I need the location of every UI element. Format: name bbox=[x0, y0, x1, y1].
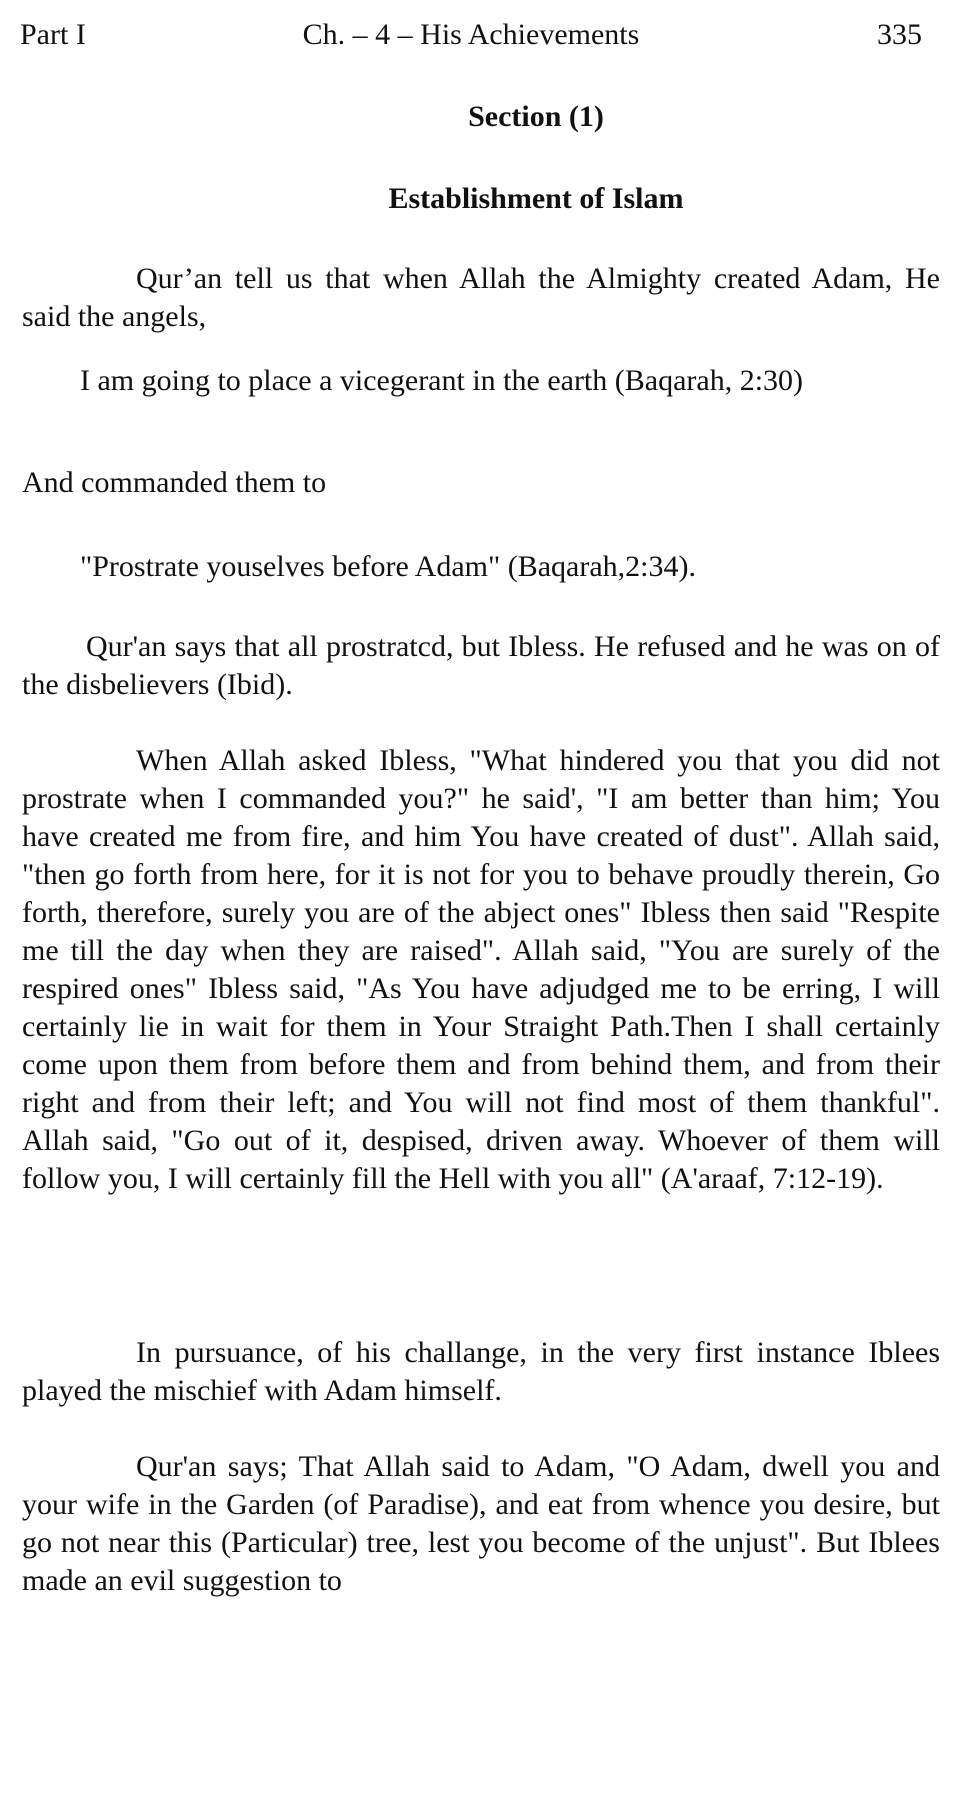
section-heading: Section (1) bbox=[468, 100, 604, 133]
page-header bbox=[20, 18, 922, 58]
quote-2: "Prostrate youselves before Adam" (Baqarah,2:34). bbox=[80, 550, 696, 583]
paragraph-6: Qur'an says; That Allah said to Adam, "O Adam, dwell you and your wife in the Garden (of Paradise), and eat from whence you desire, but go not near this (Particular) tree, lest you become of the unjust". But Iblees made an evil suggestion to bbox=[22, 1450, 940, 1597]
chapter-title: Ch. – 4 – His Achievements bbox=[302, 18, 640, 51]
paragraph-3: Qur'an says that all prostratcd, but Ibless. He refused and he was on of the disbelievers (Ibid). bbox=[22, 630, 940, 701]
part-label: Part I bbox=[20, 18, 86, 51]
quote-1: I am going to place a vicegerant in the earth (Baqarah, 2:30) bbox=[80, 364, 804, 397]
paragraph-4: When Allah asked Ibless, "What hindered you that you did not prostrate when I commanded you?" he said', "I am better than him; You have created me from fire, and him You have created of dust". Allah said, "then go forth from here, for it is not for you to behave proudly therein, Go forth, therefore, surely you are of the abject ones" Ibless then said "Respite me till the day when they are raised". Allah said, "You are surely of the respired ones" Ibless said, "As You have adjudged me to be erring, I will certainly lie in wait for them in Your Straight Path.Then I shall certainly come upon them from before them and from behind them, and from their right and from their left; and You will not find most of them thankful". Allah said, "Go out of it, despised, driven away. Whoever of them will follow you, I will certainly fill the Hell with you all" (A'araaf, 7:12-19). bbox=[22, 744, 940, 1195]
page-number: 335 bbox=[877, 18, 922, 51]
section-subheading: Establishment of Islam bbox=[388, 182, 684, 215]
paragraph-2: And commanded them to bbox=[22, 466, 327, 499]
paragraph-5: In pursuance, of his challange, in the very first instance Iblees played the mischief with Adam himself. bbox=[22, 1336, 940, 1407]
paragraph-1: Qur’an tell us that when Allah the Almighty created Adam, He said the angels, bbox=[22, 262, 940, 333]
